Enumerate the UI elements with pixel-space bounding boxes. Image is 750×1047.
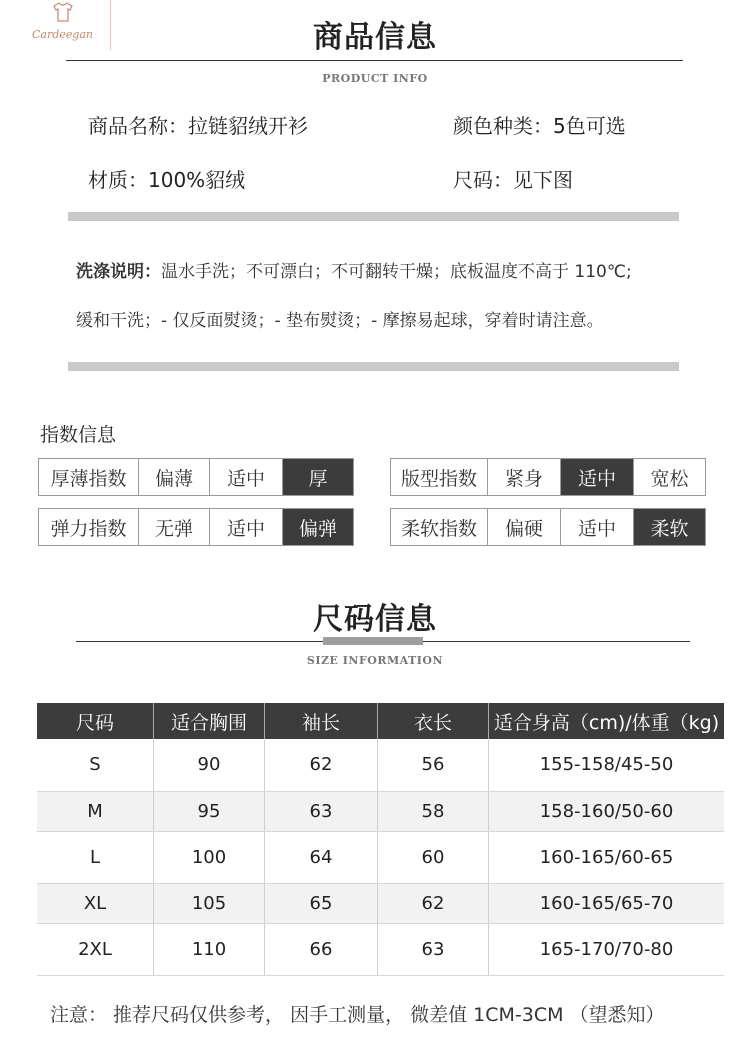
size-cell: 63	[265, 791, 378, 831]
size-cell: 2XL	[37, 923, 154, 975]
size-cell: 62	[378, 883, 489, 923]
size-title-accent	[323, 637, 423, 645]
size-cell: 66	[265, 923, 378, 975]
size-cell: 160-165/65-70	[489, 883, 725, 923]
size-cell: 56	[378, 739, 489, 791]
care-divider	[68, 362, 679, 371]
product-info-divider	[68, 212, 679, 221]
index-row-thickness	[38, 458, 354, 496]
size-cell: M	[37, 791, 154, 831]
index-option: 适中	[210, 509, 283, 545]
index-row-elasticity	[38, 508, 354, 546]
size-cell: XL	[37, 883, 154, 923]
product-material: 材质：100%貂绒	[88, 168, 246, 192]
size-cell: 60	[378, 831, 489, 883]
size-note: 注意： 推荐尺码仅供参考， 因手工测量， 微差值 1CM-3CM （望悉知）	[50, 1004, 665, 1026]
size-cell: 90	[154, 739, 265, 791]
size-cell: 62	[265, 739, 378, 791]
index-option-selected: 柔软	[634, 509, 705, 545]
index-section-title: 指数信息	[40, 424, 117, 446]
index-label: 柔软指数	[391, 509, 488, 545]
size-header-cell: 适合胸围	[154, 703, 265, 739]
size-cell: 95	[154, 791, 265, 831]
size-cell: 160-165/60-65	[489, 831, 725, 883]
table-row	[37, 739, 724, 791]
size-header-cell: 袖长	[265, 703, 378, 739]
index-label: 厚薄指数	[39, 459, 139, 495]
index-option-selected: 偏弹	[283, 509, 353, 545]
size-cell: 158-160/50-60	[489, 791, 725, 831]
index-option: 紧身	[488, 459, 561, 495]
index-option: 无弹	[139, 509, 210, 545]
size-cell: 155-158/45-50	[489, 739, 725, 791]
size-header-cell: 适合身高（cm)/体重（kg)	[489, 703, 725, 739]
index-label: 弹力指数	[39, 509, 139, 545]
table-row	[37, 923, 724, 975]
table-row	[37, 831, 724, 883]
size-cell: 64	[265, 831, 378, 883]
size-table	[37, 703, 724, 976]
index-option-selected: 厚	[283, 459, 353, 495]
index-option: 适中	[561, 509, 634, 545]
index-option: 偏硬	[488, 509, 561, 545]
size-cell: 65	[265, 883, 378, 923]
size-cell: 100	[154, 831, 265, 883]
size-table-header	[37, 703, 724, 739]
product-name: 商品名称：拉链貂绒开衫	[88, 114, 308, 138]
care-text-1: 温水手洗；不可漂白；不可翻转干燥；底板温度不高于 110℃;	[161, 262, 632, 282]
size-header-cell: 衣长	[378, 703, 489, 739]
product-colors: 颜色种类：5色可选	[453, 114, 626, 138]
size-cell: 165-170/70-80	[489, 923, 725, 975]
size-cell: 110	[154, 923, 265, 975]
care-line-1	[76, 257, 632, 282]
size-section-subtitle: SIZE INFORMATION	[306, 654, 444, 667]
brand-logo-text: Cardeegan	[32, 28, 93, 41]
index-option: 适中	[210, 459, 283, 495]
care-line-2: 缓和干洗；- 仅反面熨烫；- 垫布熨烫；- 摩擦易起球，穿着时请注意。	[76, 311, 604, 331]
index-option: 偏薄	[139, 459, 210, 495]
size-cell: 105	[154, 883, 265, 923]
size-section-title: 尺码信息	[313, 602, 437, 637]
index-option-selected: 适中	[561, 459, 634, 495]
product-size-info: 尺码：见下图	[453, 168, 573, 192]
size-cell: L	[37, 831, 154, 883]
care-label: 洗涤说明：	[76, 262, 161, 282]
table-row	[37, 883, 724, 923]
product-section-subtitle: PRODUCT INFO	[322, 72, 428, 85]
index-label: 版型指数	[391, 459, 488, 495]
table-row	[37, 791, 724, 831]
product-title-divider	[66, 60, 683, 61]
product-section-title: 商品信息	[313, 20, 437, 55]
size-header-cell: 尺码	[37, 703, 154, 739]
index-option: 宽松	[650, 467, 689, 490]
size-cell: 58	[378, 791, 489, 831]
index-row-softness	[390, 508, 706, 546]
size-cell: S	[37, 739, 154, 791]
index-row-fit	[390, 458, 706, 496]
size-cell: 63	[378, 923, 489, 975]
